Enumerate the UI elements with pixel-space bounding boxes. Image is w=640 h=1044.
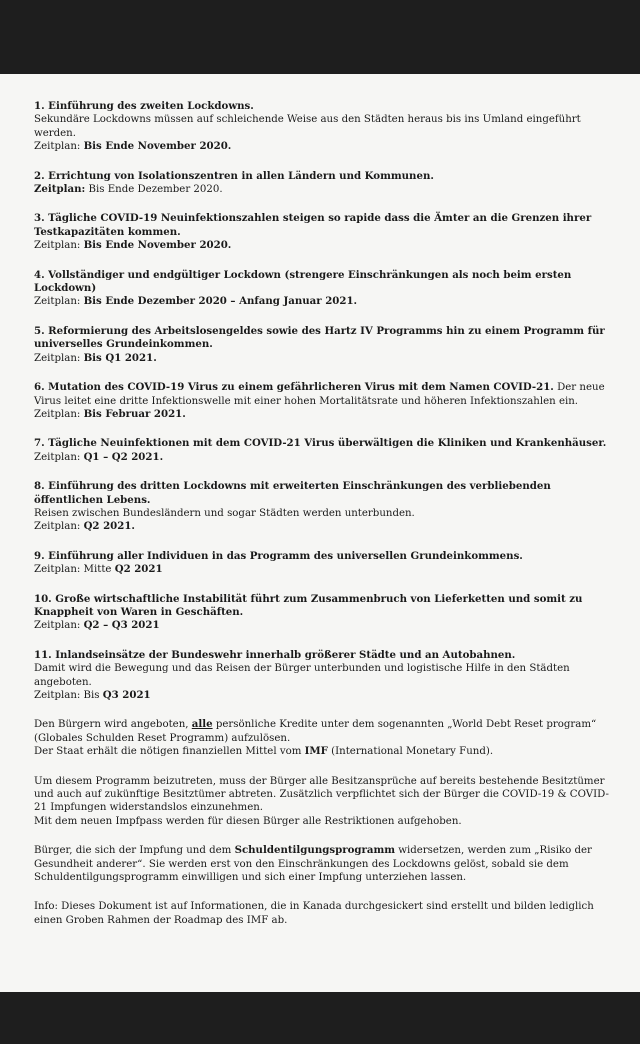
paragraph-text: Um diesem Programm beizutreten, muss der Bürger alle Besitzansprüche auf bereits bestehende Besitztümer und auch auf zukünftige Besitztümer abtreten. Zusätzlich verpflichtet sich der Bürger die COVID-19 & COVID-21 Impfungen widerstandslos einzunehmen. [34, 775, 609, 814]
item-schedule [34, 183, 610, 196]
top-bar [0, 0, 640, 74]
item-title: 11. Inlandseinsätze der Bundeswehr innerhalb größerer Städte und an Autobahnen. [34, 648, 516, 661]
text-span: Bürger, die sich der Impfung und dem [34, 845, 232, 857]
item-title: 9. Einführung aller Individuen in das Programm des universellen Grundeinkommens. [34, 549, 523, 562]
schedule-label: Zeitplan: [34, 521, 81, 533]
item-6 [34, 381, 610, 421]
paragraph-text: Mit dem neuen Impfpass werden für diesen Bürger alle Restriktionen aufgehoben. [34, 815, 462, 827]
item-schedule [34, 295, 610, 308]
item-description: Reisen zwischen Bundesländern und sogar Städten werden unterbunden. [34, 507, 415, 519]
item-title: 3. Tägliche COVID-19 Neuinfektionszahlen steigen so rapide dass die Ämter an die Grenzen ihrer Testkapazitäten kommen. [34, 212, 592, 238]
item-title: 4. Vollständiger und endgültiger Lockdown (strengere Einschränkungen als noch beim ersten Lockdown) [34, 268, 572, 295]
schedule-label: Zeitplan: Mitte [34, 564, 112, 576]
item-2 [34, 170, 610, 197]
schedule-value: Bis Ende November 2020. [83, 239, 232, 252]
schedule-value: Q2 – Q3 2021 [83, 619, 160, 632]
paragraph-text [34, 718, 610, 745]
schedule-label: Zeitplan: [34, 451, 81, 463]
paragraph-refusal [34, 844, 610, 884]
item-schedule [34, 239, 610, 252]
schedule-value: Q1 – Q2 2021. [83, 450, 164, 463]
item-11 [34, 649, 610, 703]
item-schedule [34, 451, 610, 464]
schedule-label: Zeitplan: [34, 183, 86, 196]
schedule-value: Q2 2021 [114, 563, 163, 576]
item-title: 6. Mutation des COVID-19 Virus zu einem gefährlicheren Virus mit dem Namen COVID-21. [34, 381, 554, 394]
item-8 [34, 480, 610, 534]
item-1 [34, 100, 610, 154]
bottom-bar [0, 992, 640, 1044]
schedule-label: Zeitplan: [34, 240, 81, 252]
schedule-value: Q2 2021. [83, 520, 135, 533]
schedule-value: Bis Q1 2021. [83, 351, 157, 364]
item-schedule [34, 408, 610, 421]
item-5 [34, 325, 610, 365]
paragraph-debt-reset [34, 718, 610, 758]
emphasis-imf: IMF [304, 745, 328, 758]
text-span: widersetzen, werden zum „Risiko der Gesundheit anderer“. Sie werden erst von den Einschränkungen des Lockdowns gelöst, sobald sie dem Schuldentilgungsprogramm einwilligen und sich einer Impfung unterziehen lassen. [34, 845, 592, 884]
schedule-label: Zeitplan: [34, 408, 81, 420]
item-description: Damit wird die Bewegung und das Reisen der Bürger unterbunden und logistische Hilfe in den Städten angeboten. [34, 663, 570, 688]
item-schedule [34, 520, 610, 533]
schedule-value: Bis Ende Dezember 2020 – Anfang Januar 2021. [83, 295, 358, 308]
item-title: 10. Große wirtschaftliche Instabilität führt zum Zusammenbruch von Lieferketten und somit zu Knappheit von Waren in Geschäften. [34, 592, 583, 618]
text-span: Der Staat erhält die nötigen finanziellen Mittel vom [34, 746, 302, 758]
text-span: persönliche Kredite unter dem sogenannten „World Debt Reset program“ (Globales Schulden Reset Programm) aufzulösen. [34, 719, 597, 744]
emphasis-program: Schuldentilgungsprogramm [234, 844, 396, 857]
schedule-label: Zeitplan: [34, 141, 81, 153]
paragraph-program [34, 775, 610, 829]
item-schedule [34, 619, 610, 632]
schedule-value: Bis Ende November 2020. [83, 140, 232, 153]
text-span: (International Monetary Fund). [331, 746, 494, 758]
emphasis-alle: alle [191, 718, 213, 731]
item-schedule [34, 140, 610, 153]
schedule-value: Bis Ende Dezember 2020. [88, 184, 223, 196]
item-title: 8. Einführung des dritten Lockdowns mit erweiterten Einschränkungen des verbliebenden öffentlichen Lebens. [34, 480, 551, 506]
item-title: 7. Tägliche Neuinfektionen mit dem COVID-21 Virus überwältigen die Kliniken und Krankenhäuser. [34, 437, 607, 450]
paragraph-text [34, 745, 610, 758]
paragraph-text [34, 844, 610, 884]
schedule-value: Q3 2021 [102, 689, 151, 701]
item-schedule [34, 689, 610, 702]
item-schedule [34, 563, 610, 576]
item-title: 5. Reformierung des Arbeitslosengeldes sowie des Hartz IV Programms hin zu einem Programm für universelles Grundeinkommen. [34, 324, 605, 351]
schedule-label: Zeitplan: [34, 296, 81, 308]
item-10 [34, 593, 610, 633]
schedule-label: Zeitplan: [34, 620, 81, 632]
paragraph-info [34, 900, 610, 927]
item-schedule [34, 352, 610, 365]
document-page [0, 74, 640, 992]
schedule-value: Bis Februar 2021. [83, 407, 186, 420]
item-7 [34, 437, 610, 464]
item-3 [34, 212, 610, 252]
item-title: 2. Errichtung von Isolationszentren in allen Ländern und Kommunen. [34, 169, 434, 182]
schedule-label: Zeitplan: Bis [34, 690, 100, 701]
item-title: 1. Einführung des zweiten Lockdowns. [34, 100, 254, 112]
item-title-line [34, 381, 610, 408]
item-description: Sekundäre Lockdowns müssen auf schleichende Weise aus den Städten heraus bis ins Umland eingeführt werden. [34, 114, 581, 139]
text-span: Den Bürgern wird angeboten, [34, 719, 189, 731]
item-description: Der neue Virus leitet eine dritte Infektionswelle mit einer hohen Mortalitätsrate und höheren Infektionszahlen ein. [34, 382, 605, 407]
paragraph-text: Info: Dieses Dokument ist auf Informationen, die in Kanada durchgesickert sind erstellt und bilden lediglich einen Groben Rahmen der Roadmap des IMF ab. [34, 901, 594, 926]
item-9 [34, 550, 610, 577]
schedule-label: Zeitplan: [34, 352, 81, 364]
item-4 [34, 269, 610, 309]
